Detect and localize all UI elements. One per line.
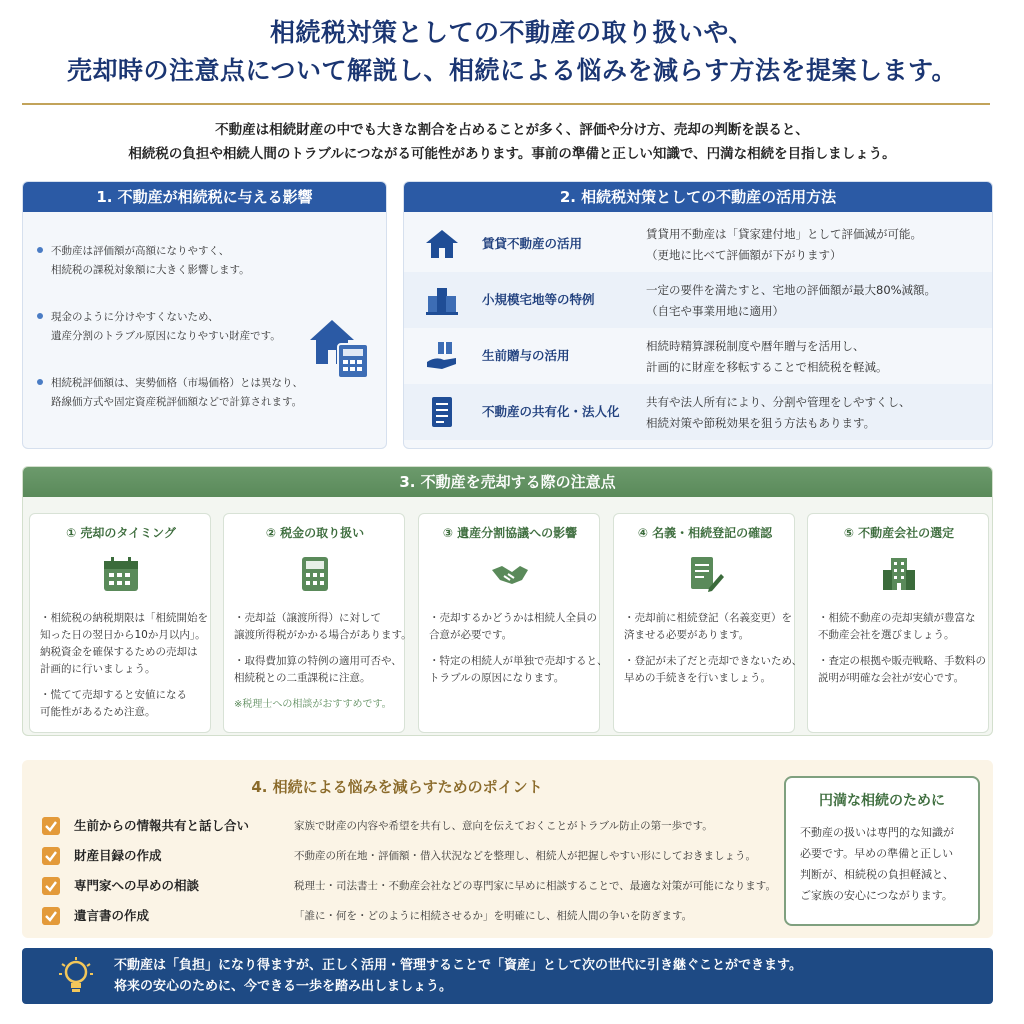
selling-card-title: ② 税金の取り扱い	[265, 526, 365, 540]
selling-text: ・売却益（譲渡所得）に対して	[234, 612, 381, 624]
point-desc: 家族で財産の内容や希望を共有し、意向を伝えておくことがトラブル防止の第一歩です。	[294, 820, 713, 832]
strategy-desc-line: 賃貸用不動産は「貸家建付地」として評価減が可能。	[646, 227, 922, 241]
strategy-row	[404, 328, 993, 384]
footer-message	[114, 955, 802, 997]
strategy-row	[404, 216, 993, 272]
selling-card-body	[818, 610, 986, 687]
selling-card-body	[40, 610, 208, 721]
footer-banner	[22, 948, 993, 1004]
strategy-desc	[646, 392, 911, 434]
point-row	[42, 814, 782, 840]
point-label: 生前からの情報共有と話し合い	[74, 818, 250, 833]
intro-text	[0, 118, 1024, 166]
buildings-icon	[424, 282, 460, 318]
bullet-text: 遺産分割のトラブル原因になりやすい財産です。	[51, 330, 281, 342]
strategy-desc	[646, 224, 922, 266]
selling-text: 早めの手続きを行いましょう。	[624, 672, 771, 684]
point-row	[42, 904, 782, 930]
strategy-row	[404, 384, 993, 440]
office-building-icon	[879, 554, 919, 594]
strategy-desc-line: （自宅や事業用地に適用）	[646, 304, 784, 318]
harmony-text: ご家族の安心につながります。	[800, 889, 953, 902]
selling-card	[418, 513, 608, 733]
selling-card	[807, 513, 989, 733]
calendar-icon	[101, 554, 141, 594]
impact-bullets	[37, 242, 307, 440]
selling-text: 説明が明確な会社が安心です。	[818, 672, 965, 684]
selling-panel	[22, 466, 993, 736]
strategy-desc-line: 相続対策や節税効果を狙う方法もあります。	[646, 416, 876, 430]
selling-card	[29, 513, 211, 733]
bullet-text: 相続税評価額は、実勢価格（市場価格）とは異なり、	[51, 377, 303, 389]
impact-bullet	[37, 242, 307, 280]
point-row	[42, 844, 782, 870]
harmony-body	[800, 822, 954, 906]
impact-panel	[22, 181, 387, 449]
strategy-desc	[646, 336, 888, 378]
strategy-desc-line: 一定の要件を満たすと、宅地の評価額が最大80%減額。	[646, 283, 937, 297]
checkbox-checked-icon	[42, 817, 60, 835]
impact-heading: 1. 不動産が相続税に与える影響	[23, 182, 386, 212]
selling-text: ・登記が未了だと売却できないため、	[624, 655, 803, 667]
selling-text: 相続税との二重課税に注意。	[234, 672, 371, 684]
selling-text: ・売却するかどうかは相続人全員の	[429, 612, 597, 624]
points-heading: 4. 相続による悩みを減らすためのポイント	[251, 778, 543, 796]
strategy-desc-line: （更地に比べて評価額が下がります）	[646, 248, 842, 262]
intro-line-2: 相続税の負担や相続人間のトラブルにつながる可能性があります。事前の準備と正しい知識で、円満な相続を目指しましょう。	[128, 146, 896, 162]
point-label: 遺言書の作成	[74, 908, 150, 923]
footer-line-2: 将来の安心のために、今できる一歩を踏み出しましょう。	[114, 979, 453, 994]
strategies-heading: 2. 相続税対策としての不動産の活用方法	[404, 182, 992, 212]
points-panel	[22, 760, 993, 938]
strategy-desc	[646, 280, 936, 322]
selling-text: ・取得費加算の特例の適用可否や、	[234, 655, 402, 667]
handshake-icon	[490, 554, 530, 594]
selling-card-title: ③ 遺産分割協議への影響	[442, 526, 578, 540]
point-desc: 「誰に・何を・どのように相続させるか」を明確にし、相続人間の争いを防ぎます。	[294, 910, 693, 922]
point-desc: 税理士・司法書士・不動産会社などの専門家に早めに相談することで、最適な対策が可能になります。	[294, 880, 776, 892]
selling-text: 済ませる必要があります。	[624, 629, 750, 641]
checkbox-checked-icon	[42, 907, 60, 925]
impact-bullet	[37, 374, 307, 412]
document-icon	[424, 394, 460, 430]
selling-text: 不動産会社を選びましょう。	[818, 629, 955, 641]
selling-card-body	[234, 610, 412, 713]
bullet-text: 不動産は評価額が高額になりやすく、	[51, 245, 230, 257]
bullet-text: 相続税の課税対象額に大きく影響します。	[51, 264, 250, 276]
selling-text: ・慌てて売却すると安値になる	[40, 689, 187, 701]
strategy-label: 生前贈与の活用	[482, 348, 570, 363]
house-calculator-icon	[308, 314, 372, 380]
harmony-text: 判断が、相続税の負担軽減と、	[800, 868, 954, 881]
document-pen-icon	[685, 554, 725, 594]
strategy-desc-line: 共有や法人所有により、分割や管理をしやすくし、	[646, 395, 911, 409]
lightbulb-icon	[58, 956, 94, 996]
selling-card	[223, 513, 412, 733]
selling-text: ・特定の相続人が単独で売却すると、	[429, 655, 608, 667]
intro-line-1: 不動産は相続財産の中でも大きな割合を占めることが多く、評価や分け方、売却の判断を誤ると、	[215, 122, 809, 138]
harmony-callout	[784, 776, 980, 926]
point-label: 専門家への早めの相談	[74, 878, 200, 893]
selling-text: ・売却前に相続登記（名義変更）を	[624, 612, 792, 624]
footer-line-1: 不動産は「負担」になり得ますが、正しく活用・管理することで「資産」として次の世代に引き継ぐことができます。	[114, 958, 802, 973]
selling-text: ・相続税の納税期限は「相続開始を	[40, 612, 208, 624]
title-line-1: 相続税対策としての不動産の取り扱いや、	[269, 18, 754, 47]
gift-hand-icon	[424, 338, 460, 374]
title-divider	[22, 103, 990, 105]
selling-text: 計画的に行いましょう。	[40, 663, 156, 675]
page-title	[0, 14, 1024, 90]
selling-text: ・査定の根拠や販売戦略、手数料の	[818, 655, 986, 667]
checkbox-checked-icon	[42, 847, 60, 865]
point-label: 財産目録の作成	[74, 848, 162, 863]
calculator-icon	[295, 554, 335, 594]
strategy-row	[404, 272, 993, 328]
selling-text: 合意が必要です。	[429, 629, 513, 641]
impact-bullet	[37, 308, 307, 346]
selling-text: トラブルの原因になります。	[429, 672, 565, 684]
strategy-label: 賃貸不動産の活用	[482, 236, 583, 251]
selling-text: 譲渡所得税がかかる場合があります。	[234, 629, 412, 641]
strategies-panel	[403, 181, 993, 449]
point-row	[42, 874, 782, 900]
selling-text: 知った日の翌日から10か月以内」。	[40, 629, 206, 641]
selling-card-title: ① 売却のタイミング	[66, 526, 176, 540]
strategy-label: 不動産の共有化・法人化	[482, 404, 620, 419]
checkbox-checked-icon	[42, 877, 60, 895]
strategy-label: 小規模宅地等の特例	[482, 292, 595, 307]
selling-heading: 3. 不動産を売却する際の注意点	[23, 467, 992, 497]
strategy-desc-line: 計画的に財産を移転することで相続税を軽減。	[646, 360, 888, 374]
selling-text: ・相続不動産の売却実績が豊富な	[818, 612, 976, 624]
harmony-text: 必要です。早めの準備と正しい	[800, 847, 954, 860]
selling-card-body	[624, 610, 803, 687]
selling-text: 納税資金を確保するための売却は	[40, 646, 198, 658]
selling-card-title: ④ 名義・相続登記の確認	[637, 526, 773, 540]
harmony-title: 円満な相続のために	[819, 793, 945, 809]
harmony-text: 不動産の扱いは専門的な知識が	[800, 826, 954, 839]
selling-note: ※税理士への相談がおすすめです。	[234, 699, 392, 710]
strategy-desc-line: 相続時精算課税制度や暦年贈与を活用し、	[646, 339, 865, 353]
selling-card	[613, 513, 803, 733]
selling-card-body	[429, 610, 608, 687]
selling-card-title: ⑤ 不動産会社の選定	[843, 526, 955, 540]
point-desc: 不動産の所在地・評価額・借入状況などを整理し、相続人が把握しやすい形にしておきましょう。	[294, 850, 756, 862]
title-line-2: 売却時の注意点について解説し、相続による悩みを減らす方法を提案します。	[66, 56, 957, 85]
house-icon	[424, 226, 460, 262]
bullet-text: 現金のように分けやすくないため、	[51, 311, 219, 323]
selling-text: 可能性があるため注意。	[40, 706, 156, 718]
bullet-text: 路線価方式や固定資産税評価額などで計算されます。	[51, 396, 303, 408]
